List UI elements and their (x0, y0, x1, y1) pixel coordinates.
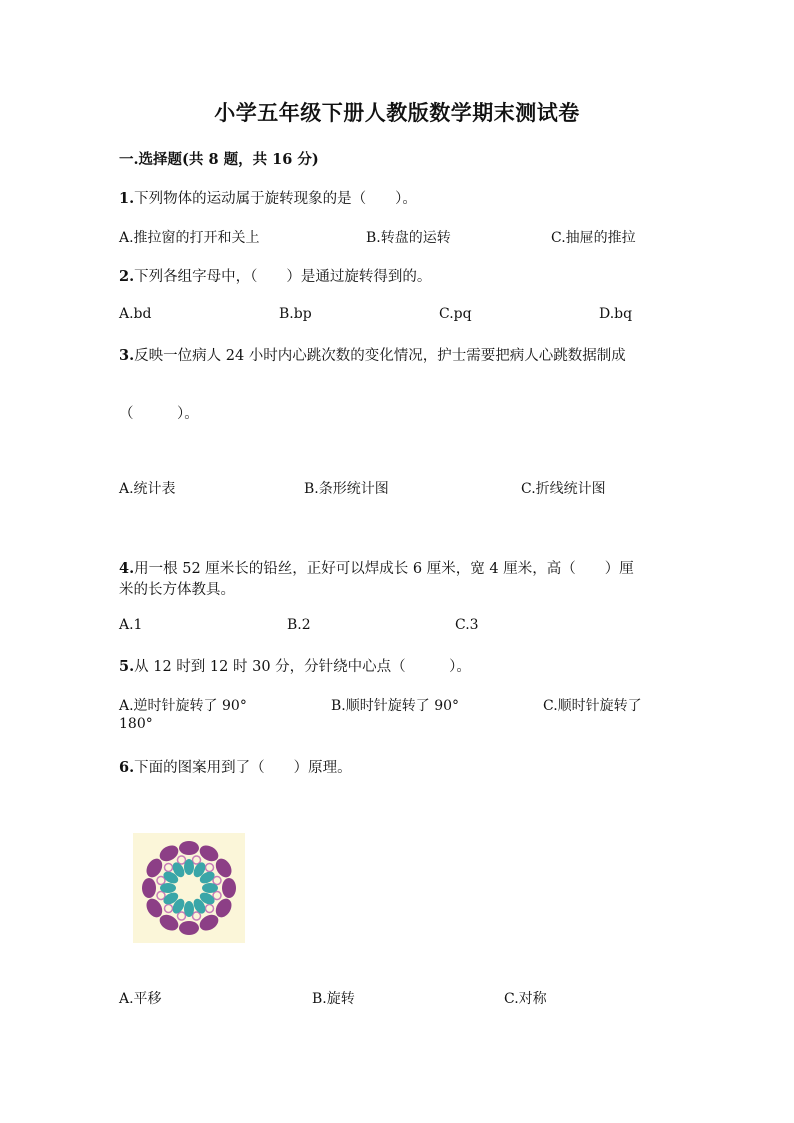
option-2c[interactable]: C.pq (439, 306, 472, 322)
question-number: 2. (119, 268, 135, 285)
question-3-line2: （ ）。 (119, 406, 199, 422)
option-1c[interactable]: C.抽屉的推拉 (551, 230, 636, 246)
option-6a[interactable]: A.平移 (119, 991, 162, 1007)
option-2a[interactable]: A.bd (119, 306, 152, 322)
question-text: 反映一位病人 24 小时内心跳次数的变化情况，护士需要把病人心跳数据制成 (134, 348, 626, 364)
question-3 (119, 344, 626, 365)
option-1b[interactable]: B.转盘的运转 (366, 230, 451, 246)
option-1a[interactable]: A.推拉窗的打开和关上 (119, 230, 260, 246)
option-3a[interactable]: A.统计表 (119, 481, 176, 497)
question-number: 3. (119, 347, 135, 364)
option-2b[interactable]: B.bp (279, 306, 312, 322)
option-4c[interactable]: C.3 (455, 617, 479, 633)
question-text: 用一根 52 厘米长的铅丝，正好可以焊成长 6 厘米，宽 4 厘米，高（ ）厘 (134, 561, 634, 577)
question-number: 4. (119, 560, 135, 577)
option-6c[interactable]: C.对称 (504, 991, 547, 1007)
option-5c[interactable]: C.顺时针旋转了 (543, 698, 642, 714)
option-3c[interactable]: C.折线统计图 (521, 481, 606, 497)
question-text: 下面的图案用到了（ ）原理。 (134, 760, 352, 776)
question-number: 1. (119, 190, 135, 207)
question-text: 下列各组字母中，（ ）是通过旋转得到的。 (134, 269, 432, 285)
section-heading: 一.选择题(共 8 题，共 16 分) (119, 151, 319, 168)
rotational-flower-pattern-icon (133, 833, 245, 943)
page-title: 小学五年级下册人教版数学期末测试卷 (214, 100, 580, 125)
option-4b[interactable]: B.2 (287, 617, 311, 633)
question-text: 下列物体的运动属于旋转现象的是（ ）。 (134, 191, 417, 207)
question-number: 5. (119, 658, 135, 675)
question-6 (119, 756, 352, 777)
question-1 (119, 187, 417, 208)
question-5 (119, 655, 471, 676)
option-5c-wrap: 180° (119, 716, 153, 732)
question-2 (119, 265, 431, 286)
option-5a[interactable]: A.逆时针旋转了 90° (119, 698, 247, 714)
option-5b[interactable]: B.顺时针旋转了 90° (331, 698, 460, 714)
question-4 (119, 557, 634, 578)
option-4a[interactable]: A.1 (119, 617, 143, 633)
question-4-line2: 米的长方体教具。 (119, 582, 235, 598)
option-6b[interactable]: B.旋转 (312, 991, 355, 1007)
question-text: 从 12 时到 12 时 30 分，分针绕中心点（ ）。 (134, 659, 471, 675)
question-number: 6. (119, 759, 135, 776)
option-2d[interactable]: D.bq (599, 306, 633, 322)
option-3b[interactable]: B.条形统计图 (304, 481, 389, 497)
